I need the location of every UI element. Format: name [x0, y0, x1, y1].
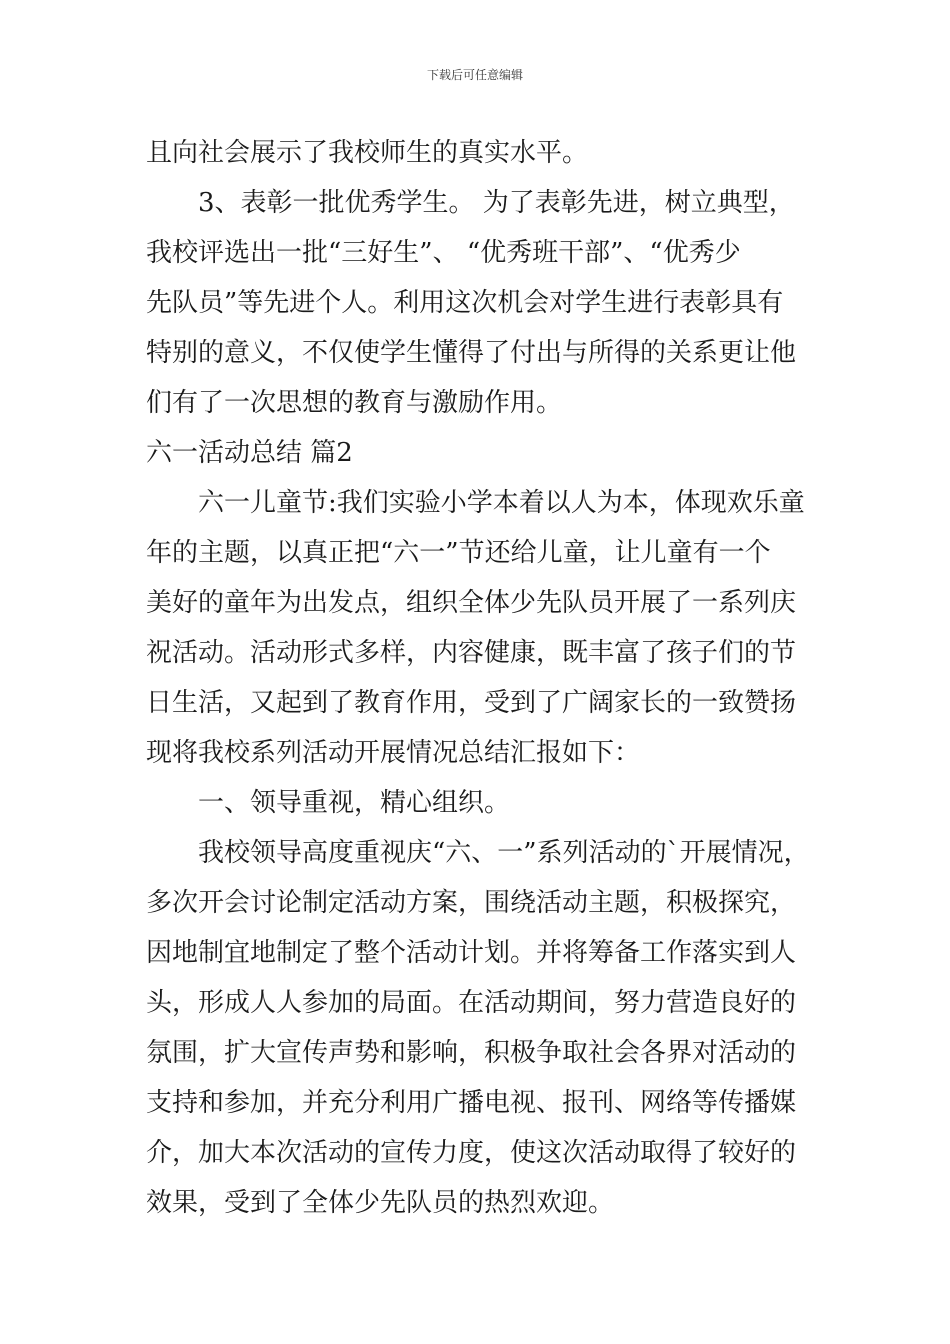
text-line: 效果，受到了全体少先队员的热烈欢迎。 [146, 1188, 615, 1218]
text-line: 现将我校系列活动开展情况总结汇报如下： [146, 738, 641, 768]
text-line: 且向社会展示了我校师生的真实水平。 [146, 138, 589, 168]
text-line: 们有了一次思想的教育与激励作用。 [146, 388, 563, 418]
document-body [146, 128, 816, 1228]
text-line: 氛围，扩大宣传声势和影响，积极争取社会各界对活动的 [146, 1038, 797, 1068]
text-line: 头，形成人人参加的局面。在活动期间，努力营造良好的 [146, 988, 797, 1018]
page-header: 下载后可任意编辑 [426, 68, 523, 82]
text-line: 祝活动。活动形式多样，内容健康，既丰富了孩子们的节 [146, 638, 797, 668]
subheading: 一、领导重视，精心组织。 [198, 788, 511, 818]
text-line: 特别的意义，不仅使学生懂得了付出与所得的关系更让他 [146, 338, 797, 368]
text-line: 美好的童年为出发点，组织全体少先队员开展了一系列庆 [146, 588, 797, 618]
text-line: 我校评选出一批“三好生”、 “优秀班干部”、“优秀少 [146, 238, 741, 268]
text-line: 六一儿童节:我们实验小学本着以人为本，体现欢乐童 [198, 488, 805, 518]
text-line: 介，加大本次活动的宣传力度，使这次活动取得了较好的 [146, 1138, 797, 1168]
text-line: 日生活，又起到了教育作用，受到了广阔家长的一致赞扬 [146, 688, 797, 718]
section-title: 六一活动总结 篇2 [146, 438, 353, 468]
text-line: 3、表彰一批优秀学生。 为了表彰先进，树立典型， [198, 188, 795, 218]
text-line: 多次开会讨论制定活动方案，围绕活动主题，积极探究， [146, 888, 797, 918]
text-line: 先队员”等先进个人。利用这次机会对学生进行表彰具有 [146, 288, 784, 318]
text-line: 年的主题，以真正把“六一”节还给儿童，让儿童有一个 [146, 538, 771, 568]
text-line: 因地制宜地制定了整个活动计划。并将筹备工作落实到人 [146, 938, 797, 968]
text-line: 支持和参加，并充分利用广播电视、报刊、网络等传播媒 [146, 1088, 797, 1118]
text-line: 我校领导高度重视庆“六、一”系列活动的`开展情况， [198, 838, 810, 868]
